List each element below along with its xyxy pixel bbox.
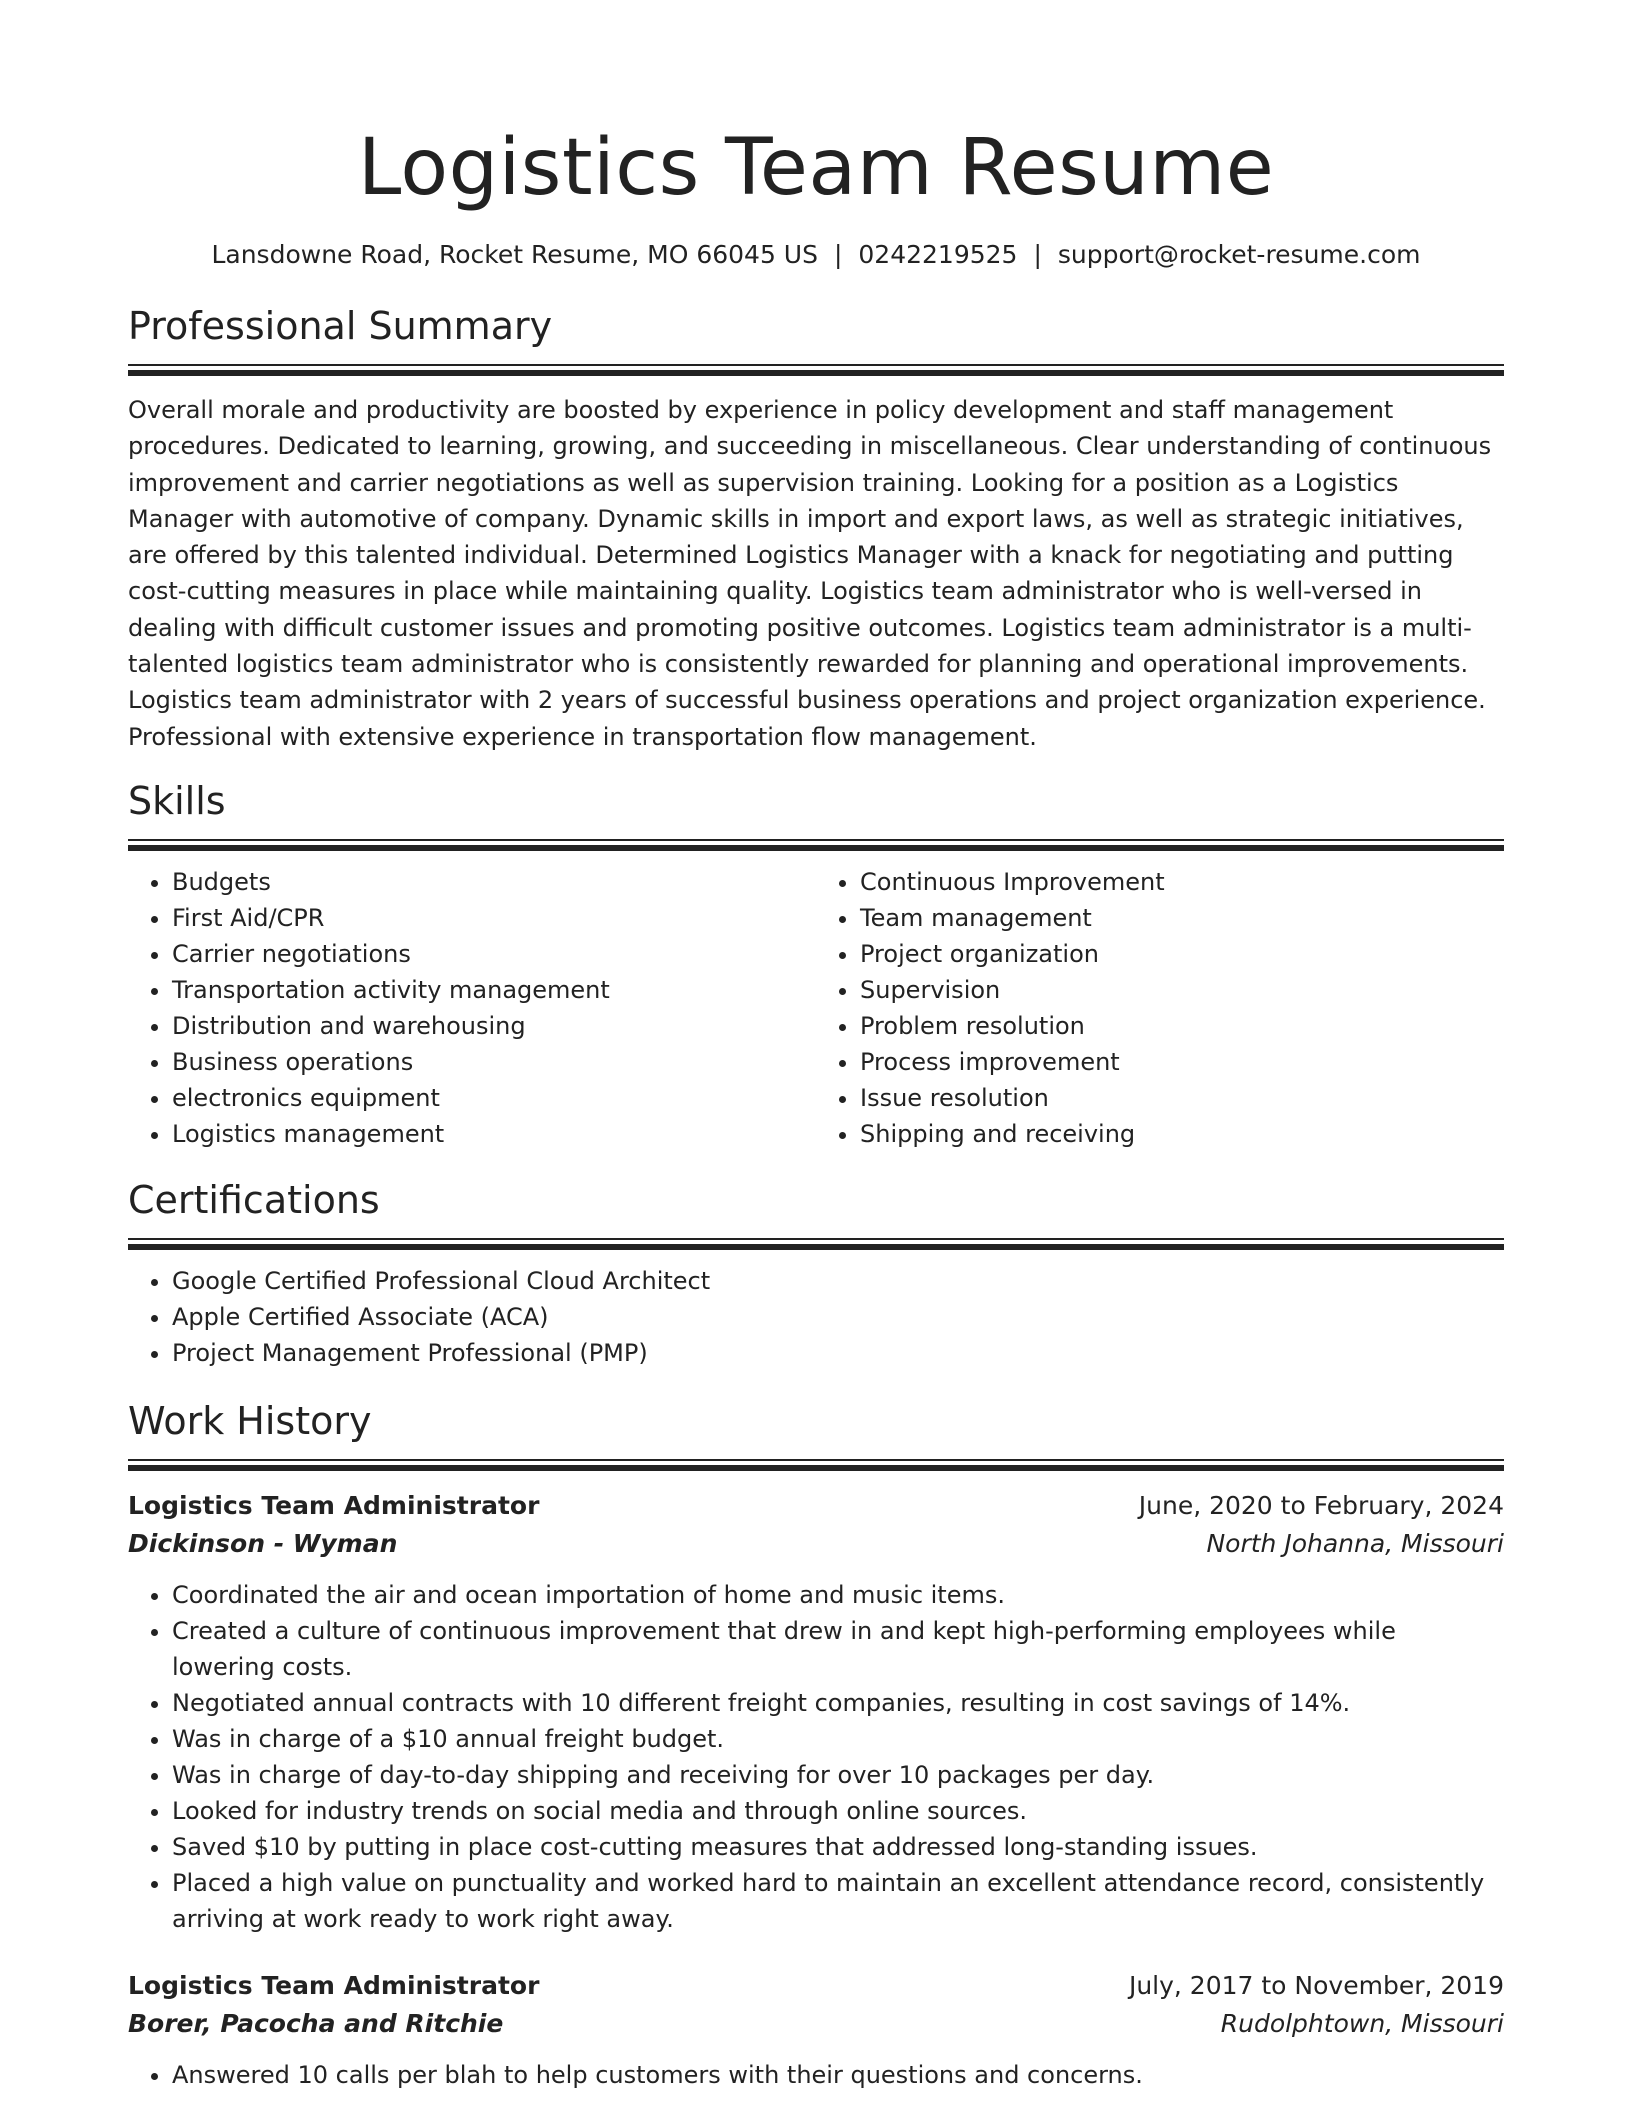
work-history-heading: Work History	[128, 1398, 372, 1443]
job-header	[128, 1967, 1504, 2005]
skill-item: • Process improvement	[860, 1044, 1504, 1080]
job-company: Borer, Pacocha and Ritchie	[128, 2008, 504, 2038]
skill-item: • Logistics management	[172, 1116, 816, 1152]
job-bullet: • Answered 10 calls per blah to help customers with their questions and concerns.	[172, 2057, 1504, 2093]
section-divider	[128, 1238, 1504, 1250]
summary-heading: Professional Summary	[128, 304, 553, 348]
job-location: North Johanna, Missouri	[1206, 1528, 1504, 1558]
job-bullet: • Negotiated annual contracts with 10 different freight companies, resulting in cost savings of 14%.	[172, 1685, 1504, 1721]
certification-item: • Google Certified Professional Cloud Architect	[172, 1263, 1504, 1299]
job-bullet: • Saved $10 by putting in place cost-cutting measures that addressed long-standing issues.	[172, 1829, 1504, 1865]
job-bullet: • Created a culture of continuous improvement that drew in and kept high-performing employees while lowering costs.	[172, 1613, 1504, 1685]
job-title: Logistics Team Administrator	[128, 1490, 540, 1520]
contact-line	[128, 238, 1504, 272]
resume-name: Logistics Team Resume	[357, 123, 1275, 213]
job-bullets	[128, 2057, 1504, 2093]
skill-item: • Business operations	[172, 1044, 816, 1080]
skill-item: • Shipping and receiving	[860, 1116, 1504, 1152]
section-divider	[128, 1459, 1504, 1471]
contact-email: support@rocket-resume.com	[1057, 240, 1421, 269]
skill-item: • Continuous Improvement	[860, 864, 1504, 900]
certification-item: • Apple Certified Associate (ACA)	[172, 1299, 1504, 1335]
skill-item: • Team management	[860, 900, 1504, 936]
skill-item: • Issue resolution	[860, 1080, 1504, 1116]
job-entry	[128, 1967, 1504, 2093]
certifications-heading: Certifications	[128, 1177, 380, 1222]
job-bullets	[128, 1577, 1504, 1937]
skills-section	[128, 777, 1504, 1152]
job-bullet: • Was in charge of day-to-day shipping and receiving for over 10 packages per day.	[172, 1757, 1504, 1793]
job-company: Dickinson - Wyman	[128, 1528, 398, 1558]
contact-address: Lansdowne Road, Rocket Resume, MO 66045 US	[211, 240, 818, 269]
job-bullet: • Coordinated the air and ocean importation of home and music items.	[172, 1577, 1504, 1613]
certification-item: • Project Management Professional (PMP)	[172, 1335, 1504, 1371]
certifications-list	[128, 1263, 1504, 1371]
skills-grid	[128, 864, 1504, 1152]
skills-heading: Skills	[128, 778, 226, 823]
skill-item: • Budgets	[172, 864, 816, 900]
section-divider	[128, 364, 1504, 376]
skill-item: • electronics equipment	[172, 1080, 816, 1116]
job-subheader	[128, 1525, 1504, 1563]
skill-item: • Transportation activity management	[172, 972, 816, 1008]
contact-phone: 0242219525	[858, 240, 1018, 269]
job-location: Rudolphtown, Missouri	[1220, 2008, 1504, 2038]
summary-text: Overall morale and productivity are boosted by experience in policy development and staff management procedures. Dedicated to learning, growing, and succeeding in miscellaneous. Clear understanding of continuous improvement and carrier negotiations as well as supervision training. Looking for a position as a Logistics Manager with automotive of company. Dynamic skills in import and export laws, as well as strategic initiatives, are offered by this talented individual. Determined Logistics Manager with a knack for negotiating and putting cost-cutting measures in place while maintaining quality. Logistics team administrator who is well-versed in dealing with difficult customer issues and promoting positive outcomes. Logistics team administrator is a multi-talented logistics team administrator who is consistently rewarded for planning and operational improvements. Logistics team administrator with 2 years of successful business operations and project organization experience. Professional with extensive experience in transportation flow management.	[128, 396, 1492, 751]
job-dates: July, 2017 to November, 2019	[1128, 1970, 1504, 2000]
certifications-section	[128, 1176, 1504, 1371]
work-history-section	[128, 1397, 1504, 2093]
skills-list-right	[816, 864, 1504, 1152]
skill-item: • Problem resolution	[860, 1008, 1504, 1044]
summary-section	[128, 302, 1504, 755]
job-header	[128, 1487, 1504, 1525]
job-bullet: • Placed a high value on punctuality and worked hard to maintain an excellent attendance record, consistently arriving at work ready to work right away.	[172, 1865, 1504, 1937]
job-bullet: • Looked for industry trends on social media and through online sources.	[172, 1793, 1504, 1829]
skill-item: • Supervision	[860, 972, 1504, 1008]
contact-separator: |	[833, 240, 843, 269]
skill-item: • Distribution and warehousing	[172, 1008, 816, 1044]
skills-list-left	[128, 864, 816, 1152]
contact-separator: |	[1033, 240, 1042, 269]
job-subheader	[128, 2005, 1504, 2043]
job-entry	[128, 1487, 1504, 1937]
job-title: Logistics Team Administrator	[128, 1970, 540, 2000]
job-dates: June, 2020 to February, 2024	[1138, 1490, 1504, 1520]
job-bullet: • Was in charge of a $10 annual freight budget.	[172, 1721, 1504, 1757]
section-divider	[128, 839, 1504, 851]
skill-item: • First Aid/CPR	[172, 900, 816, 936]
skill-item: • Carrier negotiations	[172, 936, 816, 972]
skill-item: • Project organization	[860, 936, 1504, 972]
